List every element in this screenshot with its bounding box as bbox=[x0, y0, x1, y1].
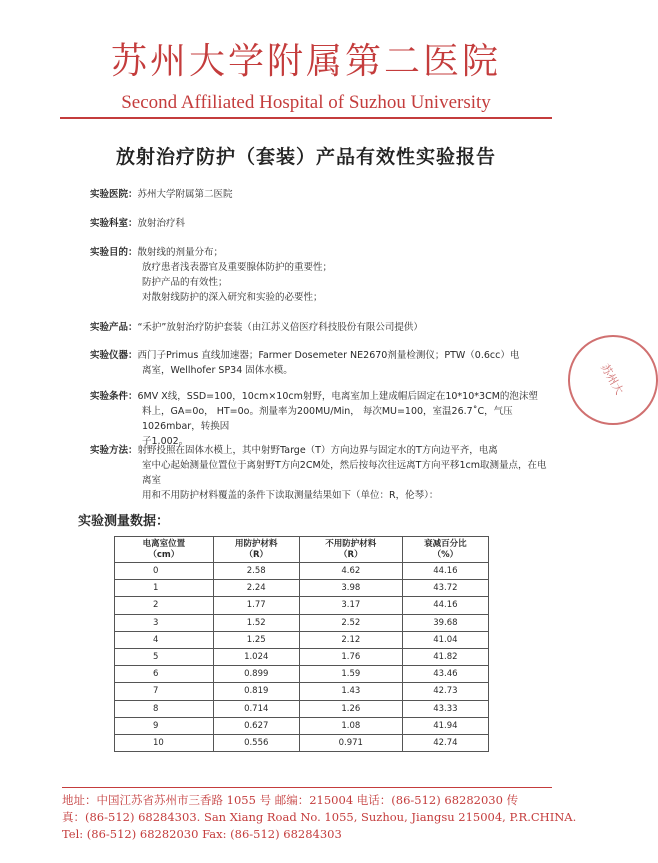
footer-address: 地址：中国江苏省苏州市三香路 1055 号 邮编：215004 电话：(86-512) 68282030 传 bbox=[62, 793, 519, 807]
cell-with-protection: 0.556 bbox=[213, 734, 299, 751]
cell-with-protection: 0.714 bbox=[213, 700, 299, 717]
table-row bbox=[115, 683, 489, 700]
cell-position: 4 bbox=[115, 631, 214, 648]
cell-without-protection: 1.08 bbox=[299, 717, 402, 734]
cell-without-protection: 3.98 bbox=[299, 580, 402, 597]
table-row bbox=[115, 700, 489, 717]
cell-with-protection: 2.24 bbox=[213, 580, 299, 597]
cell-attenuation: 39.68 bbox=[402, 614, 488, 631]
cell-with-protection: 1.024 bbox=[213, 648, 299, 665]
field-label: 实验方法： bbox=[90, 445, 138, 456]
table-row bbox=[115, 563, 489, 580]
table-header-row bbox=[115, 537, 489, 563]
field-label: 实验科室： bbox=[90, 218, 138, 229]
field-line: 对散射线防护的深入研究和实验的必要性； bbox=[142, 292, 323, 303]
field-department bbox=[90, 216, 550, 231]
cell-without-protection: 4.62 bbox=[299, 563, 402, 580]
cell-with-protection: 1.77 bbox=[213, 597, 299, 614]
cell-with-protection: 0.627 bbox=[213, 717, 299, 734]
header-divider bbox=[60, 117, 552, 119]
field-label: 实验仪器： bbox=[90, 350, 138, 361]
field-method bbox=[90, 443, 550, 503]
field-line: 散射线的剂量分布； bbox=[137, 247, 224, 258]
cell-position: 1 bbox=[115, 580, 214, 597]
table-row bbox=[115, 631, 489, 648]
footer-tel-fax: Tel: (86-512) 68282030 Fax: (86-512) 68284303 bbox=[62, 827, 342, 841]
cell-with-protection: 2.58 bbox=[213, 563, 299, 580]
cell-without-protection: 1.43 bbox=[299, 683, 402, 700]
cell-attenuation: 43.46 bbox=[402, 666, 488, 683]
cell-attenuation: 42.74 bbox=[402, 734, 488, 751]
cell-position: 6 bbox=[115, 666, 214, 683]
col-header-attenuation: 衰减百分比 （%） bbox=[402, 537, 488, 563]
cell-position: 0 bbox=[115, 563, 214, 580]
field-line: 离室，Wellhofer SP34 固体水模。 bbox=[142, 365, 293, 376]
cell-with-protection: 1.52 bbox=[213, 614, 299, 631]
table-row bbox=[115, 597, 489, 614]
cell-attenuation: 42.73 bbox=[402, 683, 488, 700]
table-row bbox=[115, 614, 489, 631]
report-title: 放射治疗防护（套装）产品有效性实验报告 bbox=[115, 146, 496, 168]
measurement-table bbox=[114, 536, 489, 752]
field-conditions bbox=[90, 389, 550, 449]
cell-attenuation: 41.82 bbox=[402, 648, 488, 665]
cell-with-protection: 1.25 bbox=[213, 631, 299, 648]
hospital-name-cn: 苏州大学附属第二医院 bbox=[110, 41, 501, 82]
field-product bbox=[90, 320, 550, 335]
field-instrument bbox=[90, 348, 550, 378]
cell-position: 2 bbox=[115, 597, 214, 614]
cell-without-protection: 0.971 bbox=[299, 734, 402, 751]
field-value: 放射治疗科 bbox=[137, 218, 186, 229]
cell-without-protection: 1.76 bbox=[299, 648, 402, 665]
field-label: 实验目的： bbox=[90, 247, 138, 258]
col-header-with-protection: 用防护材料 （R） bbox=[213, 537, 299, 563]
footer-divider bbox=[62, 787, 552, 788]
cell-without-protection: 1.59 bbox=[299, 666, 402, 683]
cell-attenuation: 41.04 bbox=[402, 631, 488, 648]
field-value: “禾护”放射治疗防护套装（由江苏义倍医疗科技股份有限公司提供） bbox=[137, 322, 423, 333]
field-line: 料上，GA=0o， HT=0o。剂量率为200MU/Min， 每次MU=100，室温26.7˚C，气压1026mbar，转换因 bbox=[142, 406, 513, 432]
field-line: 室中心起始测量位置位于离射野T方向2CM处，然后按每次往远离T方向平移1cm取测量点，在电离室 bbox=[142, 460, 547, 486]
field-line: 用和不用防护材料覆盖的条件下读取测量结果如下（单位：R，伦琴）： bbox=[142, 490, 439, 501]
cell-attenuation: 43.33 bbox=[402, 700, 488, 717]
field-label: 实验条件： bbox=[90, 391, 138, 402]
field-value: 苏州大学附属第二医院 bbox=[137, 189, 233, 200]
table-row bbox=[115, 580, 489, 597]
cell-without-protection: 2.52 bbox=[299, 614, 402, 631]
cell-without-protection: 2.12 bbox=[299, 631, 402, 648]
hospital-name-en: Second Affiliated Hospital of Suzhou University bbox=[121, 92, 491, 113]
field-label: 实验医院： bbox=[90, 189, 138, 200]
table-body bbox=[115, 563, 489, 752]
col-header-position: 电离室位置 （cm） bbox=[115, 537, 214, 563]
cell-position: 9 bbox=[115, 717, 214, 734]
cell-position: 7 bbox=[115, 683, 214, 700]
footer-fax-address: 真：(86-512) 68284303. San Xiang Road No. 1055, Suzhou, Jiangsu 215004, P.R.CHINA. bbox=[62, 810, 577, 824]
cell-position: 5 bbox=[115, 648, 214, 665]
cell-attenuation: 43.72 bbox=[402, 580, 488, 597]
field-purpose bbox=[90, 245, 550, 305]
cell-position: 10 bbox=[115, 734, 214, 751]
field-line: 防护产品的有效性； bbox=[142, 277, 228, 288]
field-line: 放疗患者浅表器官及重要腺体防护的重要性； bbox=[142, 262, 333, 273]
cell-without-protection: 1.26 bbox=[299, 700, 402, 717]
cell-position: 8 bbox=[115, 700, 214, 717]
cell-attenuation: 41.94 bbox=[402, 717, 488, 734]
table-row bbox=[115, 666, 489, 683]
field-hospital bbox=[90, 187, 550, 202]
cell-attenuation: 44.16 bbox=[402, 597, 488, 614]
table-row bbox=[115, 717, 489, 734]
col-header-without-protection: 不用防护材料 （R） bbox=[299, 537, 402, 563]
cell-without-protection: 3.17 bbox=[299, 597, 402, 614]
cell-with-protection: 0.899 bbox=[213, 666, 299, 683]
table-row bbox=[115, 734, 489, 751]
field-label: 实验产品： bbox=[90, 322, 138, 333]
field-line: 射野投照在固体水模上，其中射野Targe（T）方向边界与固定水的T方向边平齐，电离 bbox=[137, 445, 498, 456]
cell-attenuation: 44.16 bbox=[402, 563, 488, 580]
data-heading: 实验测量数据： bbox=[78, 514, 170, 529]
field-line: 6MV X线，SSD=100，10cm×10cm射野，电离室加上建成帽后固定在10*10*3CM的泡沫塑 bbox=[137, 391, 538, 402]
table-row bbox=[115, 648, 489, 665]
field-line: 子1.002。 bbox=[142, 436, 189, 447]
cell-with-protection: 0.819 bbox=[213, 683, 299, 700]
field-line: 西门子Primus 直线加速器；Farmer Dosemeter NE2670剂量检测仪；PTW（0.6cc）电 bbox=[137, 350, 520, 361]
cell-position: 3 bbox=[115, 614, 214, 631]
hospital-seal: 苏州大 bbox=[568, 335, 658, 425]
